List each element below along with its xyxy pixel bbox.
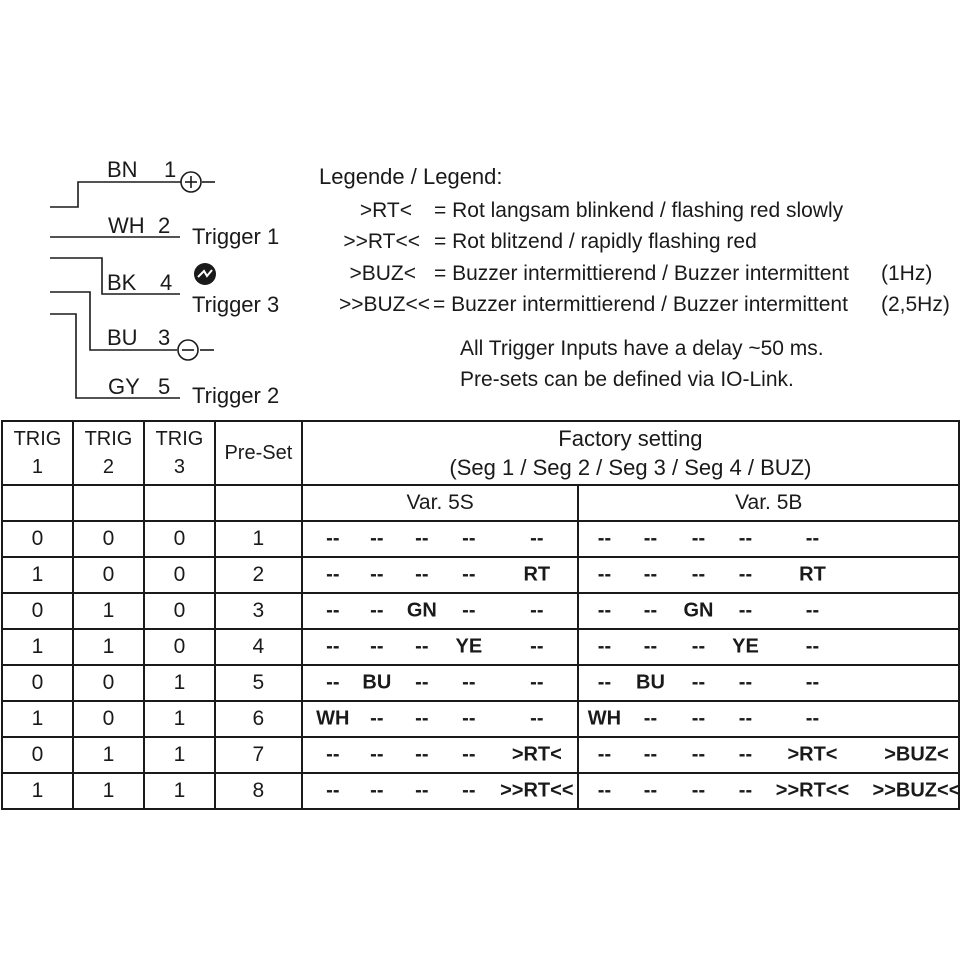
segment-value: -- xyxy=(326,779,340,802)
segment-value: -- xyxy=(805,707,820,730)
segment-value: -- xyxy=(462,527,476,550)
cell-t3: 0 xyxy=(144,593,215,629)
segment-value: -- xyxy=(370,599,384,622)
preset-table xyxy=(1,420,960,810)
cell-t1: 0 xyxy=(2,665,73,701)
segment-value: -- xyxy=(326,743,340,766)
cell-t2: 1 xyxy=(73,773,144,809)
cell-preset: 4 xyxy=(215,629,302,665)
legend-desc: = Rot langsam blinkend / flashing red slowly xyxy=(434,199,844,222)
cell-t3: 1 xyxy=(144,665,215,701)
cell-v5b xyxy=(578,701,959,737)
segment-value: -- xyxy=(805,527,820,550)
cell-t2: 1 xyxy=(73,737,144,773)
segment-value: -- xyxy=(643,527,658,550)
cell-preset: 1 xyxy=(215,521,302,557)
segment-value: -- xyxy=(597,779,612,802)
legend-desc: = Buzzer intermittierend / Buzzer intermittent xyxy=(433,293,848,316)
segment-value: -- xyxy=(805,671,820,694)
cell-v5b xyxy=(578,557,959,593)
cell-t1: 1 xyxy=(2,701,73,737)
cell-v5s xyxy=(302,701,579,737)
wire-bn-code: BN xyxy=(107,157,138,182)
segment-value: -- xyxy=(415,743,429,766)
cell-t2: 0 xyxy=(73,665,144,701)
header-trig3: TRIG 3 xyxy=(144,421,215,485)
segment-value: BU xyxy=(362,671,392,694)
segment-value: -- xyxy=(530,527,544,550)
segment-value: -- xyxy=(691,671,706,694)
table-row xyxy=(2,521,959,557)
cell-t2: 1 xyxy=(73,629,144,665)
segment-value: -- xyxy=(462,707,476,730)
segment-value: -- xyxy=(326,635,340,658)
cell-v5b xyxy=(578,521,959,557)
segment-value: -- xyxy=(415,779,429,802)
legend-title: Legende / Legend: xyxy=(319,164,503,189)
segment-value: -- xyxy=(326,527,340,550)
segment-value: -- xyxy=(643,707,658,730)
segment-value: -- xyxy=(691,527,706,550)
cell-t2: 0 xyxy=(73,701,144,737)
legend-code: >RT< xyxy=(359,199,412,222)
wire-wh-function: Trigger 1 xyxy=(192,224,280,249)
cell-t1: 0 xyxy=(2,521,73,557)
segment-value: -- xyxy=(597,599,612,622)
header-trig1: TRIG 1 xyxy=(2,421,73,485)
segment-value: -- xyxy=(370,707,384,730)
table-row xyxy=(2,701,959,737)
cell-v5b xyxy=(578,665,959,701)
table-row xyxy=(2,593,959,629)
segment-value: >RT< xyxy=(787,743,838,766)
cell-t1: 1 xyxy=(2,773,73,809)
segment-value: -- xyxy=(370,743,384,766)
segment-value: -- xyxy=(415,635,429,658)
segment-value: -- xyxy=(805,635,820,658)
segment-value: GN xyxy=(683,599,714,622)
wire-bn-pin: 1 xyxy=(164,157,177,182)
legend-desc: = Rot blitzend / rapidly flashing red xyxy=(434,230,757,253)
table-row xyxy=(2,737,959,773)
cell-v5b xyxy=(578,737,959,773)
cell-preset: 8 xyxy=(215,773,302,809)
segment-value: -- xyxy=(691,707,706,730)
segment-value: -- xyxy=(462,563,476,586)
segment-value: YE xyxy=(732,635,759,658)
segment-value: -- xyxy=(530,599,544,622)
segment-value: YE xyxy=(455,635,483,658)
segment-value: WH xyxy=(587,707,622,730)
segment-value: -- xyxy=(530,707,544,730)
cell-t1: 1 xyxy=(2,557,73,593)
cell-t1: 1 xyxy=(2,629,73,665)
wire-bn-line xyxy=(50,182,181,207)
wire-wh-code: WH xyxy=(108,213,145,238)
cell-t3: 0 xyxy=(144,629,215,665)
segment-value: -- xyxy=(530,635,544,658)
segment-value: -- xyxy=(738,671,753,694)
legend-code: >>BUZ<< xyxy=(338,293,430,316)
segment-value: >>BUZ<< xyxy=(872,779,960,802)
cell-t3: 0 xyxy=(144,521,215,557)
table-header-row xyxy=(2,421,959,485)
segment-value: -- xyxy=(415,527,429,550)
segment-value: -- xyxy=(597,671,612,694)
plus-terminal-icon xyxy=(181,172,201,192)
cell-preset: 5 xyxy=(215,665,302,701)
segment-value: -- xyxy=(643,743,658,766)
segment-value: -- xyxy=(597,527,612,550)
table-row xyxy=(2,557,959,593)
segment-value: -- xyxy=(643,599,658,622)
cell-v5s xyxy=(302,593,579,629)
segment-value: -- xyxy=(326,671,340,694)
cell-v5b xyxy=(578,593,959,629)
segment-value: -- xyxy=(643,563,658,586)
cell-v5s xyxy=(302,557,579,593)
segment-value: -- xyxy=(415,671,429,694)
cell-v5b xyxy=(578,773,959,809)
segment-value: -- xyxy=(462,779,476,802)
legend-code: >>RT<< xyxy=(343,230,420,253)
segment-value: -- xyxy=(370,779,384,802)
trigger-symbol-icon xyxy=(194,263,216,285)
cell-t2: 1 xyxy=(73,593,144,629)
segment-value: -- xyxy=(738,599,753,622)
wire-bk-code: BK xyxy=(107,270,137,295)
segment-value: -- xyxy=(370,635,384,658)
segment-value: -- xyxy=(691,779,706,802)
wire-bu-code: BU xyxy=(107,325,138,350)
cell-t2: 0 xyxy=(73,557,144,593)
segment-value: -- xyxy=(370,563,384,586)
cell-preset: 3 xyxy=(215,593,302,629)
segment-value: -- xyxy=(691,563,706,586)
segment-value: -- xyxy=(597,635,612,658)
legend-note: Pre-sets can be defined via IO-Link. xyxy=(460,368,794,391)
wire-bk-pin: 4 xyxy=(160,270,173,295)
wire-gy-pin: 5 xyxy=(158,374,171,399)
legend-note: All Trigger Inputs have a delay ~50 ms. xyxy=(460,337,824,360)
cell-t3: 1 xyxy=(144,737,215,773)
legend-freq: (1Hz) xyxy=(881,262,933,285)
cell-preset: 7 xyxy=(215,737,302,773)
legend-code: >BUZ< xyxy=(349,262,416,285)
header-preset: Pre-Set xyxy=(215,421,302,485)
wire-bu-pin: 3 xyxy=(158,325,171,350)
segment-value: >>RT<< xyxy=(500,779,574,802)
segment-value: >RT< xyxy=(511,743,562,766)
segment-value: >BUZ< xyxy=(884,743,949,766)
segment-value: -- xyxy=(691,635,706,658)
wire-wh-pin: 2 xyxy=(158,213,171,238)
cell-preset: 2 xyxy=(215,557,302,593)
cell-t1: 0 xyxy=(2,737,73,773)
segment-value: -- xyxy=(462,671,476,694)
segment-value: RT xyxy=(523,563,551,586)
cell-preset: 6 xyxy=(215,701,302,737)
segment-value: -- xyxy=(462,743,476,766)
segment-value: -- xyxy=(597,743,612,766)
wire-gy-code: GY xyxy=(108,374,140,399)
segment-value: -- xyxy=(326,563,340,586)
segment-value: >>RT<< xyxy=(775,779,850,802)
wire-gy-function: Trigger 2 xyxy=(192,383,280,408)
cell-v5b xyxy=(578,629,959,665)
table-variant-row xyxy=(2,485,959,521)
segment-value: -- xyxy=(326,599,340,622)
segment-value: -- xyxy=(643,779,658,802)
header-trig2: TRIG 2 xyxy=(73,421,144,485)
segment-value: BU xyxy=(636,671,665,694)
segment-value: -- xyxy=(805,599,820,622)
segment-value: -- xyxy=(738,707,753,730)
cell-t1: 0 xyxy=(2,593,73,629)
segment-value: -- xyxy=(415,707,429,730)
cell-v5s xyxy=(302,665,579,701)
segment-value: WH xyxy=(316,707,350,730)
segment-value: -- xyxy=(370,527,384,550)
segment-value: RT xyxy=(799,563,826,586)
segment-value: -- xyxy=(691,743,706,766)
header-var-5b: Var. 5B xyxy=(578,485,959,521)
header-var-5s: Var. 5S xyxy=(302,485,579,521)
table-row xyxy=(2,665,959,701)
header-factory-setting: Factory setting (Seg 1 / Seg 2 / Seg 3 / Seg 4 / BUZ) xyxy=(302,421,959,485)
segment-value: -- xyxy=(530,671,544,694)
table-row xyxy=(2,773,959,809)
segment-value: -- xyxy=(462,599,476,622)
segment-value: -- xyxy=(738,563,753,586)
segment-value: -- xyxy=(597,563,612,586)
wire-bk-function: Trigger 3 xyxy=(192,292,280,317)
cell-t3: 1 xyxy=(144,701,215,737)
cell-v5s xyxy=(302,773,579,809)
segment-value: -- xyxy=(643,635,658,658)
table-row xyxy=(2,629,959,665)
segment-value: -- xyxy=(738,743,753,766)
cell-v5s xyxy=(302,629,579,665)
segment-value: GN xyxy=(406,599,437,622)
cell-t3: 0 xyxy=(144,557,215,593)
minus-terminal-icon xyxy=(178,340,198,360)
cell-v5s xyxy=(302,737,579,773)
cell-v5s xyxy=(302,521,579,557)
segment-value: -- xyxy=(415,563,429,586)
segment-value: -- xyxy=(738,527,753,550)
cell-t2: 0 xyxy=(73,521,144,557)
cell-t3: 1 xyxy=(144,773,215,809)
segment-value: -- xyxy=(738,779,753,802)
legend-freq: (2,5Hz) xyxy=(881,293,950,316)
legend-desc: = Buzzer intermittierend / Buzzer intermittent xyxy=(434,262,849,285)
